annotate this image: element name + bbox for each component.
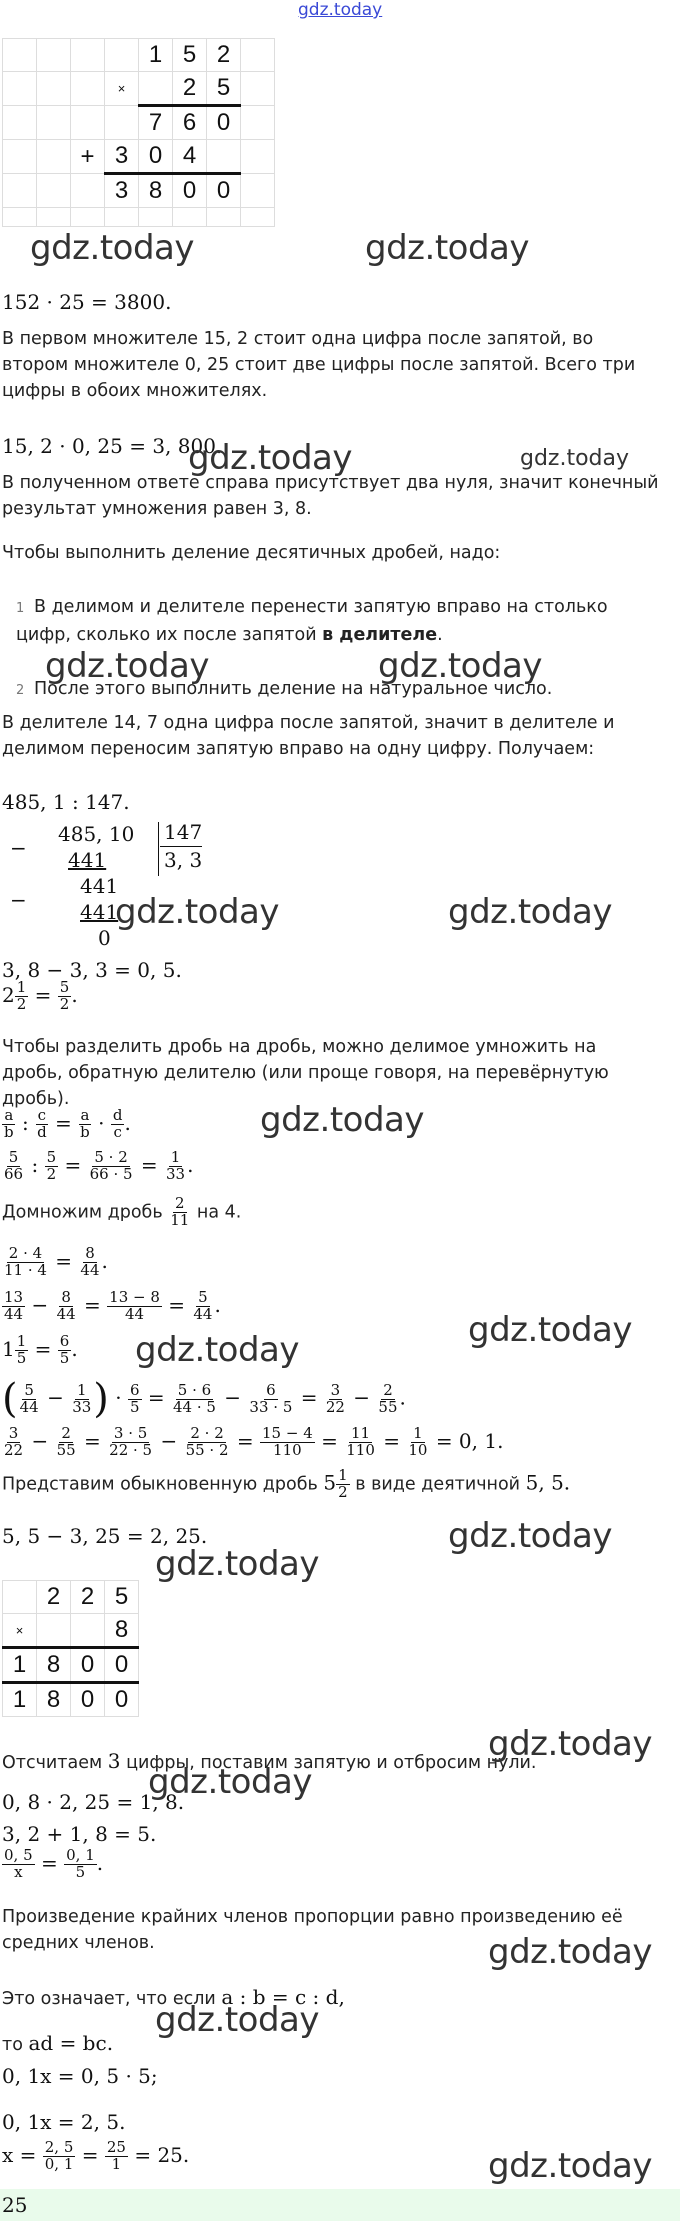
multiplication-grid-1: 1 5 2 × 2 5 7 6 0 + 3 0 4 3 8 0 0: [2, 38, 275, 227]
list-item-punct: .: [437, 625, 443, 645]
answer-bar: [0, 2189, 680, 2221]
math-line: 3, 8 − 3, 3 = 0, 5.: [2, 958, 182, 982]
watermark: gdz.today: [488, 2146, 652, 2186]
list-item: [16, 594, 656, 648]
watermark: gdz.today: [448, 1516, 612, 1556]
formula: $\frac{3}{22}$ − $\frac{2}{55}$ = $\frac{3 \cdot 5}{22 \cdot 5}$ − $\frac{2 \cdot 2}{55 \cdot 2}$ = $\frac{15 - 4}{110}$ = $\frac{11}{110}$ = $\frac{1}{10}$ = 0, 1.: [4, 1424, 504, 1459]
watermark: gdz.today: [155, 1544, 319, 1584]
minus-sign: −: [10, 836, 27, 860]
formula: $\frac{2 \cdot 4}{11 \cdot 4}$ = $\frac{8}{44}$ .: [4, 1244, 108, 1279]
watermark: gdz.today: [378, 646, 542, 686]
minus-sign: −: [10, 888, 27, 912]
math-line: 0, 1x = 2, 5.: [2, 2110, 126, 2134]
paragraph: Чтобы выполнить деление десятичных дробей, надо:: [2, 543, 501, 563]
formula-division-rule: $\frac{a}{b}$ : $\frac{c}{d}$ = $\frac{a}{b}$ · $\frac{d}{c}$ .: [4, 1106, 131, 1141]
formula-proportion: $\frac{0, 5}{x}$ = $\frac{0, 1}{5}$ .: [4, 1846, 104, 1881]
paragraph-with-fraction: Представим обыкновенную дробь 5 $\frac{1}{2}$ в виде деятичной 5, 5.: [2, 1466, 571, 1501]
paragraph: Отсчитаем 3 цифры, поставим запятую и отбросим нули.: [2, 1749, 537, 1773]
paragraph: В полученном ответе справа присутствует два нуля, значит конечный результат умножения равен 3, 8.: [2, 473, 659, 519]
list-item-text: В делимом и делителе перенести запятую вправо на столько цифр, сколько их после запятой: [16, 597, 608, 645]
watermark: gdz.today: [148, 1762, 312, 1802]
list-number: 2: [16, 683, 25, 698]
subtract-2: 441: [80, 900, 119, 924]
multiplication-grid-2: 2 2 5 × 8 1 8 0 0 1 8 0 0: [2, 1580, 139, 1717]
watermark: gdz.today: [30, 228, 194, 268]
list-item-text: После этого выполнить деление на натуральное число.: [34, 679, 553, 699]
watermark: gdz.today: [260, 1100, 424, 1140]
formula: 1 $\frac{1}{5}$ = $\frac{6}{5}$ .: [2, 1332, 78, 1367]
answer-value: 25: [2, 2193, 28, 2217]
paragraph: то ad = bc.: [2, 2031, 114, 2055]
paragraph: В первом множителе 15, 2 стоит одна цифра после запятой, во втором множителе 0, 25 стоит две цифры после запятой. Всего три цифры в обоих множителях.: [2, 329, 636, 401]
remainder-2: 0: [98, 926, 111, 950]
divisor: 147: [164, 820, 203, 844]
math-line: 485, 1 : 147.: [2, 790, 130, 814]
dividend: 485, 10: [58, 822, 135, 846]
formula: $\frac{5}{66}$ : $\frac{5}{2}$ = $\frac{5 \cdot 2}{66 \cdot 5}$ = $\frac{1}{33}$ .: [4, 1148, 194, 1183]
watermark: gdz.today: [365, 228, 529, 268]
list-item-bold: в делителе: [322, 625, 438, 645]
watermark: gdz.today: [155, 2000, 319, 2040]
formula: x = $\frac{2, 5}{0, 1}$ = $\frac{25}{1}$ = 25.: [2, 2138, 190, 2173]
watermark: gdz.today: [488, 1724, 652, 1764]
watermark: gdz.today: [468, 1310, 632, 1350]
subtract-1: 441: [68, 848, 107, 872]
paragraph-with-fraction: Домножим дробь $\frac{2}{11}$ на 4.: [2, 1194, 242, 1229]
math-line: 0, 1x = 0, 5 · 5;: [2, 2064, 158, 2088]
math-line: 15, 2 · 0, 25 = 3, 800.: [2, 434, 223, 458]
paragraph: Это означает, что если a : b = c : d,: [2, 1985, 345, 2009]
watermark: gdz.today: [488, 1932, 652, 1972]
paragraph: В делителе 14, 7 одна цифра после запятой, значит в делителе и делимом переносим запятую вправо на одну цифру. Получаем:: [2, 713, 615, 759]
math-line: 3, 2 + 1, 8 = 5.: [2, 1822, 157, 1846]
math-line: 5, 5 − 3, 25 = 2, 25.: [2, 1524, 208, 1548]
site-header-link[interactable]: gdz.today: [298, 0, 383, 20]
remainder-1: 441: [80, 874, 119, 898]
watermark: gdz.today: [520, 446, 630, 471]
math-line: 0, 8 · 2, 25 = 1, 8.: [2, 1790, 185, 1814]
watermark: gdz.today: [135, 1330, 299, 1370]
formula: $\frac{13}{44}$ − $\frac{8}{44}$ = $\frac{13 - 8}{44}$ = $\frac{5}{44}$ .: [4, 1288, 221, 1323]
formula: ( $\frac{5}{44}$ − $\frac{1}{33}$ ) · $\frac{6}{5}$ = $\frac{5 \cdot 6}{44 \cdot 5}$ − $\frac{6}{33 \cdot 5}$ = $\frac{3}{22}$ − $\frac{2}{55}$ .: [2, 1376, 406, 1422]
division-bar: [158, 822, 159, 876]
list-item: [16, 676, 656, 704]
quotient: 3, 3: [164, 848, 203, 872]
watermark: gdz.today: [448, 892, 612, 932]
list-number: 1: [16, 601, 25, 616]
watermark: gdz.today: [188, 438, 352, 478]
paragraph: Произведение крайних членов пропорции равно произведению её средних членов.: [2, 1907, 623, 1953]
paragraph: Чтобы разделить дробь на дробь, можно делимое умножить на дробь, обратную делителю (или проще говоря, на перевёрнутую дробь).: [2, 1037, 609, 1109]
watermark: gdz.today: [115, 892, 279, 932]
math-line: 152 · 25 = 3800.: [2, 290, 172, 314]
math-mixed-fraction: 2 $\frac{1}{2}$ = $\frac{5}{2}$ .: [2, 978, 78, 1013]
watermark: gdz.today: [45, 646, 209, 686]
